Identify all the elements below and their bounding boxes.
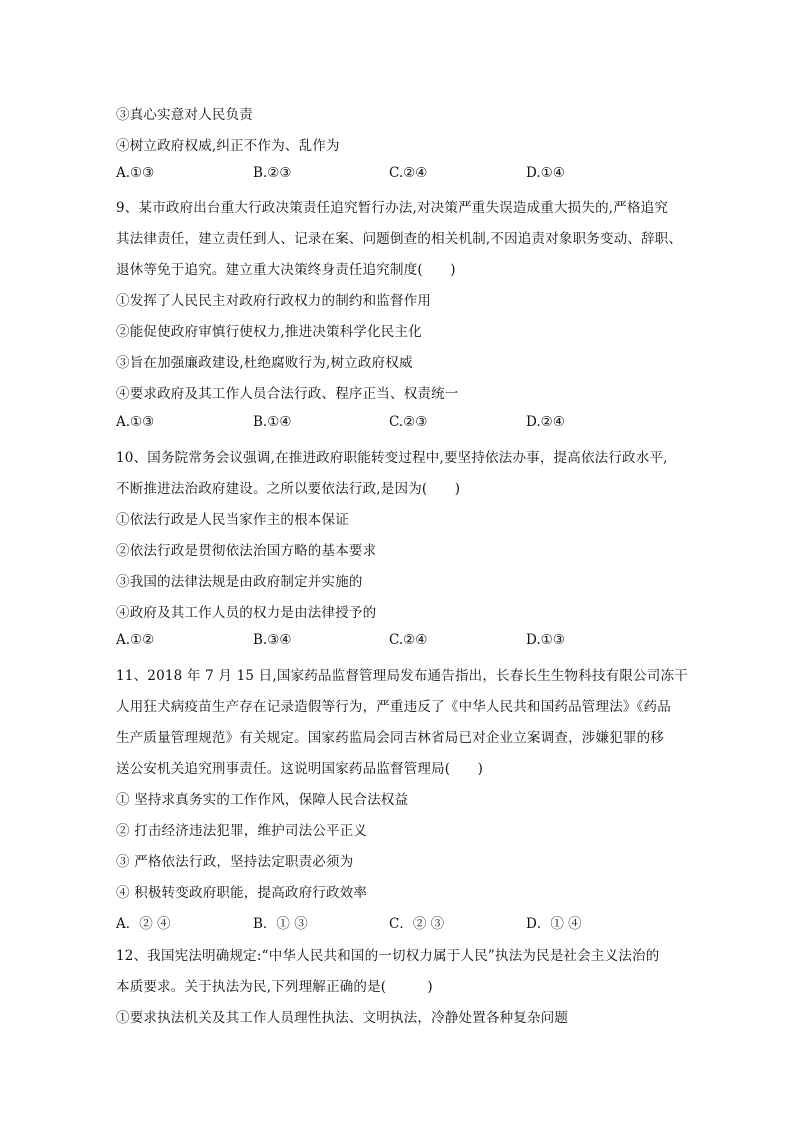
q11-stem-line-3: 生产质量管理规范》有关规定。国家药监局会同吉林省局已对企业立案调查，涉嫌犯罪的移 [116, 730, 664, 746]
q11-statement-2: ② 打击经济违法犯罪，维护司法公平正义 [116, 823, 368, 839]
q10-stem-line-1: 10、国务院常务会议强调,在推进政府职能转变过程中,要坚持依法办事，提高依法行政水平, [116, 450, 668, 466]
q11-options [116, 912, 676, 932]
q10-option-b: B.③④ [253, 632, 292, 648]
q11-stem-line-1: 11、2018 年 7 月 15 日,国家药品监督管理局发布通告指出，长春长生生物科技有限公司冻干 [116, 668, 688, 684]
q11-statement-1: ① 坚持求真务实的工作作风，保障人民合法权益 [116, 792, 409, 808]
q9-statement-3: ③旨在加强廉政建设,杜绝腐败行为,树立政府权威 [116, 355, 413, 371]
q9-stem-line-1: 9、某市政府出台重大行政决策责任追究暂行办法,对决策严重失误造成重大损失的,严格追究 [116, 200, 669, 216]
q9-option-a: A.①③ [116, 414, 155, 430]
q9-statement-1: ①发挥了人民民主对政府行政权力的制约和监督作用 [116, 293, 432, 309]
q11-statement-3: ③ 严格依法行政，坚持法定职责必须为 [116, 854, 354, 870]
q9-stem-line-3: 退休等免于追究。建立重大决策终身责任追究制度( ) [116, 262, 456, 278]
q9-statement-2: ②能促使政府审慎行使权力,推进决策科学化民主化 [116, 324, 422, 340]
q9-stem-line-2: 其法律责任，建立责任到人、记录在案、问题倒查的相关机制,不因追责对象职务变动、辞职、 [116, 231, 683, 247]
q11-option-b: B．① ③ [253, 916, 308, 932]
q10-statement-3: ③我国的法律法规是由政府制定并实施的 [116, 574, 363, 590]
q10-statement-4: ④政府及其工作人员的权力是由法律授予的 [116, 605, 377, 621]
q10-stem-line-2: 不断推进法治政府建设。之所以要依法行政,是因为( ) [116, 481, 461, 497]
q12-stem-line-1: 12、我国宪法明确规定:“中华人民共和国的一切权力属于人民”执法为民是社会主义法治的 [116, 948, 660, 964]
q10-statement-2: ②依法行政是贯彻依法治国方略的基本要求 [116, 543, 377, 559]
q10-option-c: C.②④ [389, 632, 428, 648]
q10-statement-1: ①依法行政是人民当家作主的根本保证 [116, 512, 349, 528]
q11-stem-line-4: 送公安机关追究刑事责任。这说明国家药品监督管理局( ) [116, 761, 484, 777]
q10-option-d: D.①③ [526, 632, 565, 648]
q8-option-b: B.②③ [253, 165, 292, 181]
q8-option-a: A.①③ [116, 165, 155, 181]
q9-option-c: C.②③ [389, 414, 428, 430]
q9-option-d: D.②④ [526, 414, 565, 430]
q10-option-a: A.①② [116, 632, 155, 648]
q11-option-a: A．② ④ [116, 916, 171, 932]
q8-statement-3: ③真心实意对人民负责 [116, 107, 253, 123]
q9-statement-4: ④要求政府及其工作人员合法行政、程序正当、权责统一 [116, 386, 459, 402]
q9-option-b: B.①④ [253, 414, 292, 430]
q8-option-c: C.②④ [389, 165, 428, 181]
q8-option-d: D.①④ [526, 165, 565, 181]
q8-options [116, 165, 676, 185]
q11-option-c: C．② ③ [389, 916, 445, 932]
q8-statement-4: ④树立政府权威,纠正不作为、乱作为 [116, 138, 340, 154]
q10-options [116, 632, 676, 652]
q12-statement-1: ①要求执法机关及其工作人员理性执法、文明执法，冷静处置各种复杂问题 [116, 1010, 569, 1026]
q12-stem-line-2: 本质要求。关于执法为民,下列理解正确的是( ) [116, 979, 433, 995]
q9-options [116, 414, 676, 434]
q11-option-d: D．① ④ [526, 916, 582, 932]
q11-statement-4: ④ 积极转变政府职能，提高政府行政效率 [116, 885, 368, 901]
q11-stem-line-2: 人用狂犬病疫苗生产存在记录造假等行为，严重违反了《中华人民共和国药品管理法》《药品 [116, 699, 671, 715]
